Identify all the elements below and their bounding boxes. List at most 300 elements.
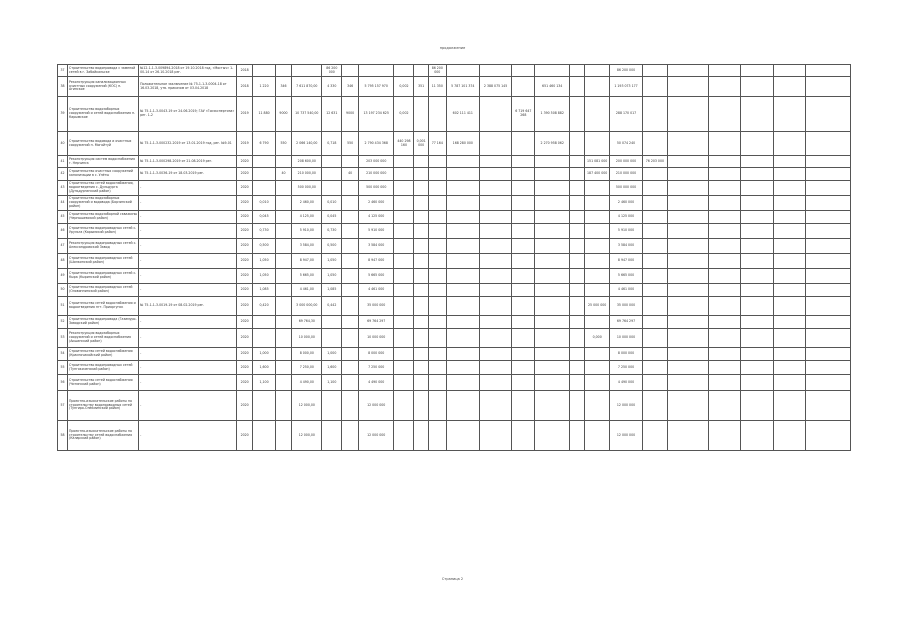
table-cell: 2020 — [236, 168, 253, 181]
table-cell — [806, 329, 851, 348]
table-cell — [585, 97, 609, 132]
table-cell: 2018 — [236, 77, 253, 97]
table-cell — [394, 224, 414, 239]
table-cell — [806, 97, 851, 132]
table-cell — [479, 196, 511, 211]
table-cell: 6 790 — [253, 132, 275, 156]
table-cell — [569, 329, 585, 348]
table-cell — [643, 284, 667, 297]
table-cell — [806, 361, 851, 375]
table-cell: 0,730 — [322, 224, 342, 239]
table-cell: 56 — [58, 375, 68, 391]
table-cell: Положительное заключение № 75-1-1-3-0004-18 от 16.03.2018, утв. приказом от 03.04.2018 — [139, 77, 237, 97]
table-cell: - — [139, 196, 237, 211]
table-cell: - — [139, 211, 237, 224]
table-cell: 12 000 000 — [358, 421, 394, 451]
table-cell — [667, 224, 708, 239]
table-cell: 45 — [58, 211, 68, 224]
table-cell: 0,045 — [322, 211, 342, 224]
table-cell — [275, 156, 292, 168]
table-cell — [479, 211, 511, 224]
table-row — [58, 65, 851, 77]
table-cell — [446, 239, 479, 254]
table-cell: 346 — [342, 77, 359, 97]
table-cell — [585, 77, 609, 97]
table-cell — [414, 375, 428, 391]
table-cell — [394, 269, 414, 284]
table-cell — [342, 224, 359, 239]
table-cell: 1,600 — [253, 361, 275, 375]
table-cell — [428, 329, 446, 348]
table-cell: 9000 — [275, 97, 292, 132]
table-cell: 0,718 — [322, 132, 342, 156]
table-cell — [446, 375, 479, 391]
table-cell — [535, 239, 569, 254]
table-cell — [275, 375, 292, 391]
table-cell — [275, 361, 292, 375]
table-cell — [585, 224, 609, 239]
table-cell: 2020 — [236, 181, 253, 196]
table-cell — [275, 269, 292, 284]
table-cell: 2020 — [236, 269, 253, 284]
table-cell: 39 — [58, 97, 68, 132]
table-cell: 4 490 000 — [358, 375, 394, 391]
table-cell: 12 000,00 — [292, 391, 322, 421]
table-cell: - — [139, 329, 237, 348]
table-cell — [446, 269, 479, 284]
table-cell — [806, 211, 851, 224]
table-cell — [708, 132, 740, 156]
table-cell — [806, 316, 851, 329]
table-cell: 2020 — [236, 254, 253, 269]
table-cell — [342, 269, 359, 284]
table-cell: 0,002 — [394, 97, 414, 132]
table-cell — [740, 421, 773, 451]
table-cell — [740, 254, 773, 269]
table-cell: 2020 — [236, 156, 253, 168]
table-cell — [342, 284, 359, 297]
table-cell: 440 298 160 — [394, 132, 414, 156]
table-cell — [667, 97, 708, 132]
table-cell — [342, 196, 359, 211]
table-cell: 4 461 000 — [358, 284, 394, 297]
table-cell — [428, 316, 446, 329]
table-cell: Реконструкция водопроводных сетей с. Александровский Завод — [67, 239, 138, 254]
table-cell — [275, 421, 292, 451]
table-cell — [667, 211, 708, 224]
table-cell: 7 250 000 — [358, 361, 394, 375]
table-cell: 2 388 075 145 — [479, 77, 511, 97]
table-cell — [667, 196, 708, 211]
table-cell — [643, 97, 667, 132]
table-cell — [708, 421, 740, 451]
table-cell — [446, 168, 479, 181]
table-cell — [275, 391, 292, 421]
table-cell — [535, 391, 569, 421]
table-cell: 8 947 000 — [609, 254, 642, 269]
table-cell: 25 000 000 — [585, 297, 609, 316]
table-cell — [740, 168, 773, 181]
table-cell — [643, 211, 667, 224]
table-cell — [774, 391, 806, 421]
table-cell: 5 665 000 — [358, 269, 394, 284]
table-cell: Строительство водозаборных сооружений и водовода (Борзинский район) — [67, 196, 138, 211]
table-cell — [446, 196, 479, 211]
table-cell — [253, 329, 275, 348]
table-cell: 46 — [58, 224, 68, 239]
table-cell — [774, 65, 806, 77]
table-cell — [322, 421, 342, 451]
table-cell: - — [139, 284, 237, 297]
table-cell — [667, 132, 708, 156]
table-cell — [535, 269, 569, 284]
table-cell — [414, 297, 428, 316]
table-row — [58, 156, 851, 168]
table-cell: 4 330 — [322, 77, 342, 97]
table-cell — [414, 196, 428, 211]
table-cell: 2 270 958 062 — [535, 132, 569, 156]
table-cell — [512, 156, 535, 168]
table-cell: Строительство водопроводных сетей с. Урульга (Карымский район) — [67, 224, 138, 239]
table-cell — [512, 421, 535, 451]
table-row — [58, 297, 851, 316]
table-cell — [428, 168, 446, 181]
table-cell: 187 400 000 — [585, 168, 609, 181]
table-cell — [342, 421, 359, 451]
table-cell — [774, 297, 806, 316]
table-cell — [667, 375, 708, 391]
table-cell — [479, 239, 511, 254]
table-cell: Строительство водопроводных сетей (Шилкинский район) — [67, 254, 138, 269]
table-cell — [512, 391, 535, 421]
table-cell: 1,050 — [253, 269, 275, 284]
table-cell — [394, 348, 414, 361]
table-row — [58, 391, 851, 421]
table-cell: 53 — [58, 329, 68, 348]
table-cell — [342, 239, 359, 254]
table-cell: 4 125,00 — [292, 211, 322, 224]
table-cell — [253, 168, 275, 181]
table-cell — [428, 348, 446, 361]
table-cell — [394, 375, 414, 391]
table-cell — [643, 361, 667, 375]
table-cell — [535, 421, 569, 451]
table-cell: - — [139, 224, 237, 239]
table-cell — [342, 181, 359, 196]
table-cell: 52 — [58, 316, 68, 329]
table-cell — [667, 239, 708, 254]
table-cell — [667, 284, 708, 297]
table-cell — [585, 211, 609, 224]
table-cell: Строительство водопровода с заменой сетей в г. Забайкальске — [67, 65, 138, 77]
table-cell: 54 — [58, 348, 68, 361]
table-cell — [585, 284, 609, 297]
table-cell — [806, 181, 851, 196]
table-cell: 47 — [58, 239, 68, 254]
table-cell — [643, 224, 667, 239]
table-cell — [667, 156, 708, 168]
table-cell — [414, 421, 428, 451]
table-cell: 51 — [58, 297, 68, 316]
table-cell — [585, 375, 609, 391]
table-cell — [479, 361, 511, 375]
table-cell — [479, 297, 511, 316]
table-cell: 7 250,00 — [292, 361, 322, 375]
table-cell: 1 193 073 177 — [609, 77, 642, 97]
table-cell — [806, 391, 851, 421]
table-cell — [479, 348, 511, 361]
table-cell — [569, 421, 585, 451]
table-cell — [414, 284, 428, 297]
table-cell — [667, 77, 708, 97]
table-cell — [569, 269, 585, 284]
table-row — [58, 168, 851, 181]
table-cell — [358, 65, 394, 77]
table-cell: 1,085 — [253, 284, 275, 297]
table-cell — [512, 196, 535, 211]
table-cell — [774, 156, 806, 168]
table-cell — [708, 196, 740, 211]
table-cell: 1,050 — [253, 254, 275, 269]
table-cell: 12 000,00 — [292, 421, 322, 451]
table-cell — [479, 156, 511, 168]
table-cell: 3 000 000,00 — [292, 297, 322, 316]
table-cell — [667, 316, 708, 329]
table-cell — [585, 181, 609, 196]
table-cell — [774, 284, 806, 297]
table-cell: 1,000 — [322, 348, 342, 361]
table-cell — [428, 297, 446, 316]
table-cell: 11 350 — [428, 77, 446, 97]
table-cell — [535, 196, 569, 211]
table-cell: 1 390 508 882 — [535, 97, 569, 132]
table-cell — [740, 156, 773, 168]
table-cell: 38 — [58, 77, 68, 97]
table-cell: 2020 — [236, 375, 253, 391]
table-cell — [740, 211, 773, 224]
table-row — [58, 329, 851, 348]
table-cell: - — [139, 375, 237, 391]
table-cell: № 75-1-1-3-000298-2019 от 21.08.2019 рег. — [139, 156, 237, 168]
table-cell — [708, 391, 740, 421]
table-cell — [535, 168, 569, 181]
table-cell — [322, 156, 342, 168]
table-cell — [342, 316, 359, 329]
table-cell — [569, 168, 585, 181]
table-cell: 5 910 000 — [609, 224, 642, 239]
table-cell — [643, 269, 667, 284]
table-cell: 1,000 — [253, 348, 275, 361]
table-cell — [806, 421, 851, 451]
table-cell — [322, 329, 342, 348]
table-cell: 40 — [58, 132, 68, 156]
table-cell: Строительство водозаборной скважины (Чернышевский район) — [67, 211, 138, 224]
table-cell: 3 584,00 — [292, 239, 322, 254]
table-cell — [342, 329, 359, 348]
table-cell — [806, 132, 851, 156]
table-cell — [774, 421, 806, 451]
table-cell: 8 947,00 — [292, 254, 322, 269]
table-cell — [569, 132, 585, 156]
table-cell: Строительство водозаборных сооружений и сетей водоснабжения п. Карымское — [67, 97, 138, 132]
table-cell: 2020 — [236, 239, 253, 254]
table-cell — [585, 254, 609, 269]
table-cell: Строительство сетей водоснабжения, водоотведения с. Дульдурга (Дульдургинский район) — [67, 181, 138, 196]
table-cell — [322, 391, 342, 421]
table-cell — [342, 348, 359, 361]
table-cell — [569, 97, 585, 132]
table-cell — [446, 254, 479, 269]
table-cell — [708, 284, 740, 297]
table-cell: 151 081 000 — [585, 156, 609, 168]
table-cell — [585, 65, 609, 77]
table-cell — [479, 224, 511, 239]
table-cell: 10 000 000 — [609, 329, 642, 348]
table-cell: Строительство сетей водоснабжения и водоотведения пгт. Приаргунск — [67, 297, 138, 316]
table-cell — [428, 391, 446, 421]
table-cell — [253, 421, 275, 451]
page-footer: Страница 2 — [441, 577, 464, 581]
table-cell — [428, 97, 446, 132]
table-cell: 12 000 000 — [358, 391, 394, 421]
table-cell — [446, 421, 479, 451]
table-cell — [479, 65, 511, 77]
table-cell: 0,010 — [253, 196, 275, 211]
table-cell — [708, 297, 740, 316]
table-cell: 210 000,00 — [292, 168, 322, 181]
table-cell: 0,442 — [322, 297, 342, 316]
table-row — [58, 284, 851, 297]
table-cell: 4 461 000 — [609, 284, 642, 297]
table-cell: 1 220 — [253, 77, 275, 97]
table-cell: 1,100 — [253, 375, 275, 391]
table-cell — [569, 224, 585, 239]
table-cell: 0,500 — [322, 239, 342, 254]
table-cell: 2 460 000 — [358, 196, 394, 211]
table-cell — [585, 132, 609, 156]
table-cell — [569, 297, 585, 316]
table-cell — [414, 329, 428, 348]
table-cell — [740, 65, 773, 77]
table-cell — [414, 181, 428, 196]
table-cell — [342, 361, 359, 375]
table-cell: 69 764 297 — [609, 316, 642, 329]
table-cell: 5 665 000 — [609, 269, 642, 284]
table-cell — [446, 316, 479, 329]
table-cell: 1,085 — [322, 284, 342, 297]
table-cell: Строительство сетей водоснабжения (Красночикойский район) — [67, 348, 138, 361]
table-cell — [740, 391, 773, 421]
table-cell: 0,420 — [253, 297, 275, 316]
table-cell — [774, 361, 806, 375]
table-cell — [708, 156, 740, 168]
table-cell: 0,010 — [322, 196, 342, 211]
table-cell — [394, 196, 414, 211]
table-cell — [806, 254, 851, 269]
table-cell: 43 — [58, 181, 68, 196]
table-cell — [446, 329, 479, 348]
table-cell: 2 066 140,00 — [292, 132, 322, 156]
table-cell — [479, 254, 511, 269]
table-cell — [414, 168, 428, 181]
table-cell: 40 — [342, 168, 359, 181]
table-cell — [740, 196, 773, 211]
table-cell — [569, 211, 585, 224]
table-row — [58, 254, 851, 269]
table-cell: 200 000 000 — [609, 156, 642, 168]
table-cell — [479, 132, 511, 156]
table-cell — [774, 181, 806, 196]
table-cell — [535, 156, 569, 168]
table-cell: 6 719 647 268 — [512, 97, 535, 132]
table-cell: - — [139, 361, 237, 375]
table-cell: 4 461,00 — [292, 284, 322, 297]
table-cell: Строительство водовода и очистных сооружений п. Могойтуй — [67, 132, 138, 156]
table-cell — [667, 329, 708, 348]
table-cell — [394, 361, 414, 375]
table-cell: - — [139, 269, 237, 284]
table-cell: 351 — [414, 77, 428, 97]
table-cell: 4 490 000 — [609, 375, 642, 391]
table-cell: - — [139, 421, 237, 451]
table-cell: 2 790 434 368 — [358, 132, 394, 156]
table-cell — [667, 181, 708, 196]
table-row — [58, 211, 851, 224]
table-cell — [643, 391, 667, 421]
table-row — [58, 361, 851, 375]
table-cell — [414, 391, 428, 421]
table-cell — [414, 361, 428, 375]
table-row — [58, 196, 851, 211]
table-cell — [585, 196, 609, 211]
table-row — [58, 348, 851, 361]
table-cell — [740, 97, 773, 132]
table-cell: 2020 — [236, 211, 253, 224]
table-cell: 203 000 000 — [358, 156, 394, 168]
table-cell — [275, 181, 292, 196]
table-cell — [643, 348, 667, 361]
table-cell — [428, 254, 446, 269]
table-cell: 44 — [58, 196, 68, 211]
table-cell: 50 — [58, 284, 68, 297]
table-cell — [585, 421, 609, 451]
table-cell — [394, 156, 414, 168]
table-cell: 69 764 297 — [358, 316, 394, 329]
table-cell — [585, 316, 609, 329]
table-cell — [535, 375, 569, 391]
table-cell — [428, 196, 446, 211]
table-cell — [569, 65, 585, 77]
table-cell — [414, 211, 428, 224]
table-cell: 651 460 134 — [535, 77, 569, 97]
table-cell — [667, 348, 708, 361]
table-cell: - — [139, 239, 237, 254]
table-cell: 69 764,30 — [292, 316, 322, 329]
table-cell: 500 000,00 — [292, 181, 322, 196]
table-cell — [275, 196, 292, 211]
table-cell: 2019 — [236, 132, 253, 156]
table-cell: 3 584 000 — [358, 239, 394, 254]
table-cell — [322, 316, 342, 329]
table-cell: 2020 — [236, 421, 253, 451]
table-row — [58, 224, 851, 239]
table-cell — [535, 224, 569, 239]
table-cell: 3 584 000 — [609, 239, 642, 254]
table-cell — [253, 316, 275, 329]
table-cell — [446, 361, 479, 375]
page-header: продолжение — [439, 46, 466, 50]
table-cell: Реконструкция водозаборных сооружений и сетей водоснабжения (Акшинский район) — [67, 329, 138, 348]
